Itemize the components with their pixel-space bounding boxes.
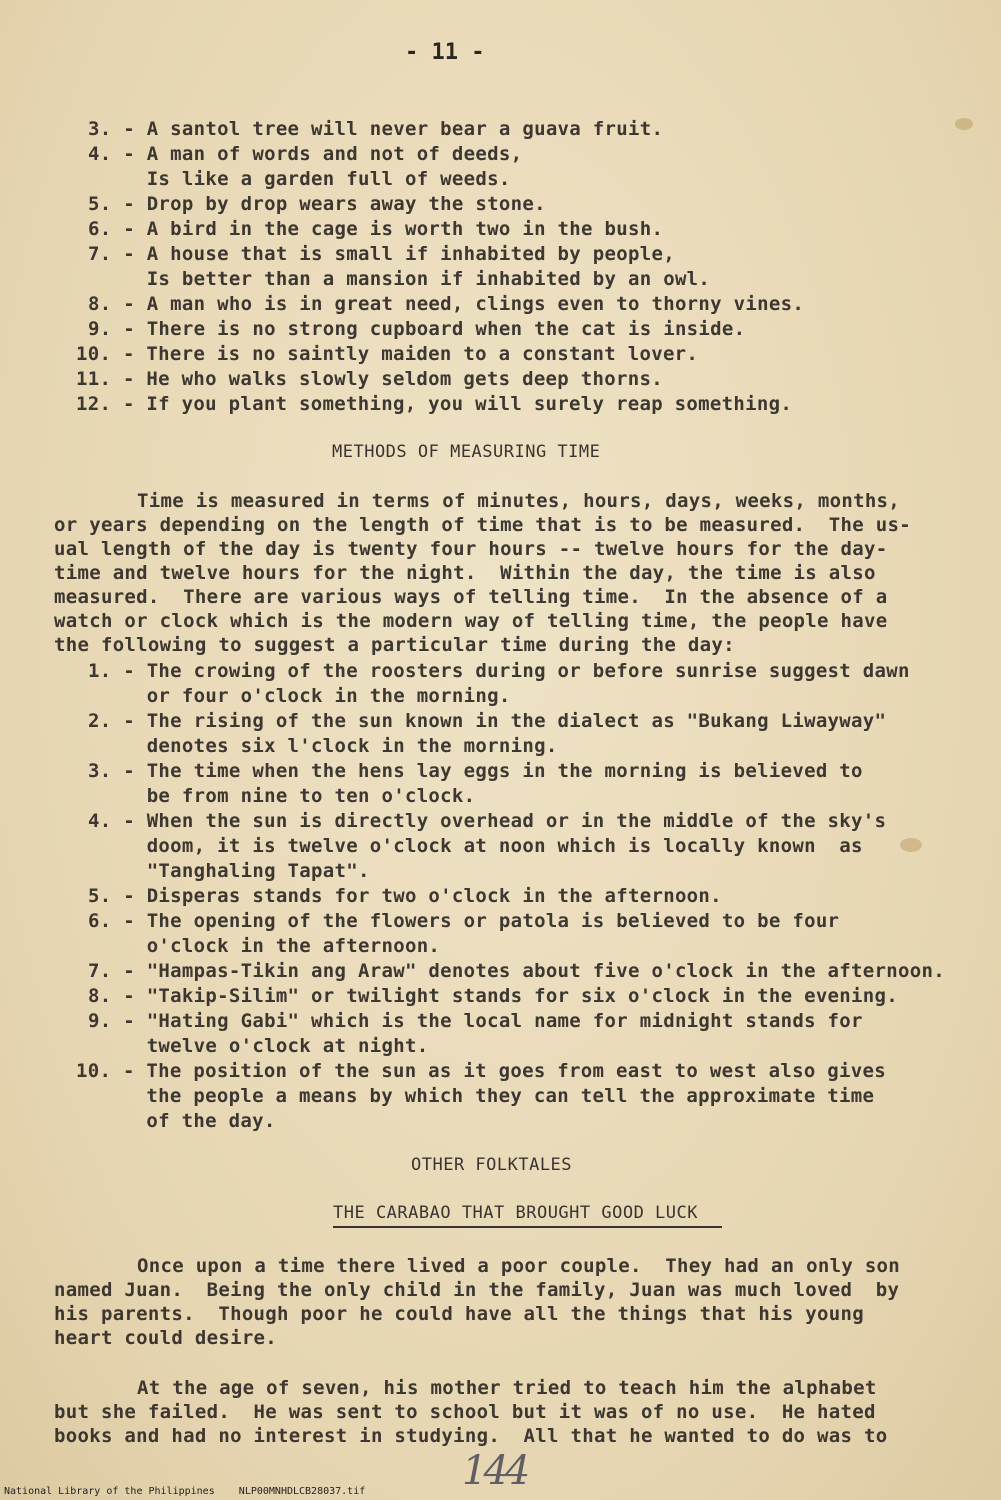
time-item-10-cont: the people a means by which they can tell the approximate time <box>76 1085 875 1107</box>
story-line: his parents. Though poor he could have all the things that his young <box>54 1303 864 1325</box>
paragraph-line: Time is measured in terms of minutes, hours, days, weeks, months, <box>137 490 901 512</box>
proverb-11: 11. - He who walks slowly seldom gets deep thorns. <box>76 368 663 390</box>
proverb-6: 6. - A bird in the cage is worth two in the bush. <box>88 218 664 240</box>
paragraph-line: watch or clock which is the modern way of telling time, the people have <box>54 610 888 632</box>
story-line: heart could desire. <box>54 1327 278 1349</box>
proverb-4: 4. - A man of words and not of deeds, <box>88 143 523 165</box>
paragraph-line: measured. There are various ways of telling time. In the absence of a <box>54 586 888 608</box>
paragraph-line: time and twelve hours for the night. Within the day, the time is also <box>54 562 876 584</box>
paragraph-line: the following to suggest a particular time during the day: <box>54 634 735 656</box>
ink-stain <box>900 838 922 852</box>
time-item-2-cont: denotes six l'clock in the morning. <box>88 735 558 757</box>
time-item-6-cont: o'clock in the afternoon. <box>88 935 441 957</box>
time-item-7: 7. - "Hampas-Tikin ang Araw" denotes about five o'clock in the afternoon. <box>88 960 945 982</box>
scan-footer: National Library of the Philippines NLP00MNHDLCB28037.tif <box>4 1486 366 1497</box>
story-line: Once upon a time there lived a poor couple. They had an only son <box>137 1255 901 1277</box>
time-item-4: 4. - When the sun is directly overhead or in the middle of the sky's <box>88 810 887 832</box>
time-item-9: 9. - "Hating Gabi" which is the local name for midnight stands for <box>88 1010 863 1032</box>
time-item-3-cont: be from nine to ten o'clock. <box>88 785 476 807</box>
story-line: but she failed. He was sent to school but it was of no use. He hated <box>54 1401 876 1423</box>
time-item-10: 10. - The position of the sun as it goes from east to west also gives <box>76 1060 886 1082</box>
time-item-2: 2. - The rising of the sun known in the dialect as "Bukang Liwayway" <box>88 710 887 732</box>
time-item-1-cont: or four o'clock in the morning. <box>88 685 511 707</box>
paragraph-line: ual length of the day is twenty four hours -- twelve hours for the day- <box>54 538 888 560</box>
proverb-4-cont: Is like a garden full of weeds. <box>88 168 511 190</box>
time-item-10-cont: of the day. <box>76 1110 276 1132</box>
time-item-8: 8. - "Takip-Silim" or twilight stands for six o'clock in the evening. <box>88 985 898 1007</box>
proverb-5: 5. - Drop by drop wears away the stone. <box>88 193 546 215</box>
proverb-10: 10. - There is no saintly maiden to a constant lover. <box>76 343 699 365</box>
handwritten-folio-number: 144 <box>462 1448 527 1494</box>
proverb-8: 8. - A man who is in great need, clings even to thorny vines. <box>88 293 805 315</box>
time-item-4-cont: doom, it is twelve o'clock at noon which is locally known as <box>88 835 863 857</box>
story-line: At the age of seven, his mother tried to teach him the alphabet <box>137 1377 877 1399</box>
paragraph-line: or years depending on the length of time that is to be measured. The us- <box>54 514 911 536</box>
time-item-5: 5. - Disperas stands for two o'clock in the afternoon. <box>88 885 722 907</box>
time-item-9-cont: twelve o'clock at night. <box>88 1035 429 1057</box>
story-line: named Juan. Being the only child in the family, Juan was much loved by <box>54 1279 900 1301</box>
story-line: books and had no interest in studying. All that he wanted to do was to <box>54 1425 888 1447</box>
ink-stain <box>955 118 973 130</box>
story-title: THE CARABAO THAT BROUGHT GOOD LUCK <box>333 1202 722 1228</box>
proverb-9: 9. - There is no strong cupboard when the cat is inside. <box>88 318 746 340</box>
proverb-7-cont: Is better than a mansion if inhabited by an owl. <box>88 268 711 290</box>
proverb-12: 12. - If you plant something, you will surely reap something. <box>76 393 793 415</box>
time-item-4-cont: "Tanghaling Tapat". <box>88 860 370 882</box>
page-number: - 11 - <box>405 40 485 65</box>
time-item-1: 1. - The crowing of the roosters during or before sunrise suggest dawn <box>88 660 910 682</box>
section-heading-folktales: OTHER FOLKTALES <box>411 1155 573 1175</box>
time-item-3: 3. - The time when the hens lay eggs in the morning is believed to <box>88 760 863 782</box>
proverb-7: 7. - A house that is small if inhabited by people, <box>88 243 675 265</box>
section-heading-time: METHODS OF MEASURING TIME <box>332 442 601 462</box>
proverb-3: 3. - A santol tree will never bear a guava fruit. <box>88 118 664 140</box>
time-item-6: 6. - The opening of the flowers or patola is believed to be four <box>88 910 840 932</box>
